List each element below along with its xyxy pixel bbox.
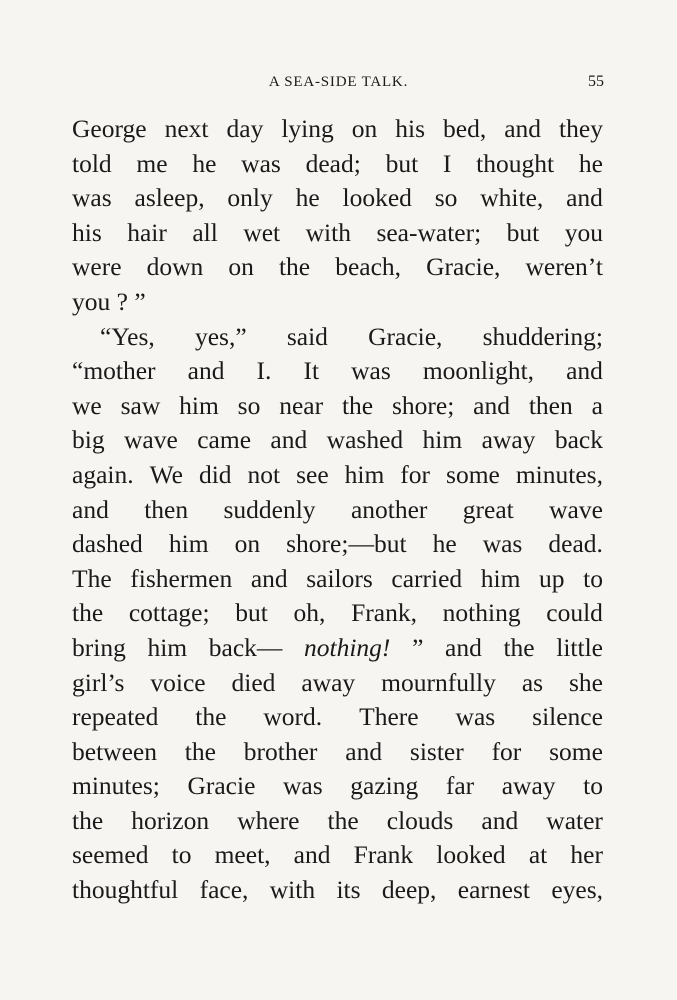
word: and <box>270 425 308 455</box>
word: It <box>303 356 320 386</box>
word: her <box>570 840 603 870</box>
word: did <box>198 459 232 489</box>
word: some <box>446 459 500 489</box>
word: we <box>72 390 102 420</box>
text-line <box>72 320 603 355</box>
word: mournfully <box>381 667 496 697</box>
word: shore;—but <box>286 529 407 559</box>
word: Frank, <box>351 598 417 628</box>
body-text <box>72 112 603 908</box>
word: was <box>351 356 391 386</box>
text-line <box>72 700 603 735</box>
word: moonlight, <box>422 356 535 386</box>
word: then <box>528 390 573 420</box>
word: down <box>146 252 204 282</box>
word: voice <box>150 667 206 697</box>
word: yes,” <box>194 321 247 351</box>
word: wet <box>243 217 281 247</box>
word: “Yes, <box>100 321 155 351</box>
word: face, <box>199 875 249 905</box>
word: word. <box>263 702 323 732</box>
word: dead. <box>548 529 603 559</box>
word: back <box>554 425 603 455</box>
word: were <box>72 252 122 282</box>
word: girl’s <box>72 667 125 697</box>
word: he <box>192 148 217 178</box>
word: near <box>279 390 324 420</box>
word: as <box>521 667 544 697</box>
word: me <box>136 148 168 178</box>
word: the <box>503 632 535 662</box>
word: came <box>197 425 252 455</box>
word: and <box>445 632 482 662</box>
word: him <box>422 425 463 455</box>
word: on <box>228 252 254 282</box>
word: to <box>171 840 192 870</box>
word: was <box>282 771 323 801</box>
text-line <box>72 112 603 147</box>
word: died <box>231 667 276 697</box>
word: hair <box>127 217 167 247</box>
word: and <box>504 114 542 143</box>
word: told <box>72 148 112 178</box>
word: a <box>591 390 603 420</box>
word: up <box>539 563 565 593</box>
word: him <box>147 632 188 662</box>
word: earnest <box>457 875 530 905</box>
word: he <box>295 183 320 213</box>
word: for <box>491 736 522 766</box>
word: meet, <box>214 840 271 870</box>
word: “mother <box>72 356 156 386</box>
word: his <box>395 114 426 143</box>
word: Frank <box>353 840 414 870</box>
text-line <box>72 562 603 597</box>
word: fishermen <box>130 563 233 593</box>
word: see <box>296 459 329 489</box>
word: carried <box>391 563 463 593</box>
word: deep, <box>381 875 437 905</box>
word: and <box>72 494 109 524</box>
word: to <box>583 771 603 801</box>
text-line <box>72 493 603 528</box>
word: him <box>179 390 219 420</box>
word: looked <box>436 840 506 870</box>
word: with <box>269 875 316 905</box>
text-line <box>72 250 603 285</box>
word: back— <box>208 632 283 662</box>
word: so <box>434 183 458 213</box>
word: and <box>566 183 603 213</box>
word: lying <box>281 114 334 143</box>
text-line <box>72 216 603 251</box>
word: to <box>583 563 603 593</box>
word: thought <box>476 148 555 178</box>
word: away <box>301 667 356 697</box>
word: little <box>556 632 603 662</box>
word: could <box>546 598 603 628</box>
word: and <box>250 563 288 593</box>
word: dead; <box>305 148 361 178</box>
word: suddenly <box>223 494 316 524</box>
word: said <box>286 321 328 351</box>
word: great <box>462 494 514 524</box>
word: where <box>237 805 300 835</box>
word: and <box>566 356 603 386</box>
word: its <box>336 875 361 905</box>
word: his <box>72 217 102 247</box>
word: away <box>481 425 536 455</box>
word: and <box>293 840 331 870</box>
word: thoughtful <box>72 875 179 905</box>
word: him <box>168 529 209 559</box>
word: The <box>72 563 112 593</box>
word: the <box>341 390 374 420</box>
word: was <box>482 529 523 559</box>
text-line <box>72 838 603 873</box>
running-header: A SEA-SIDE TALK. <box>268 74 409 90</box>
text-line <box>72 423 603 458</box>
word: the <box>72 598 104 628</box>
word: he <box>432 529 457 559</box>
word: and <box>345 736 383 766</box>
word: only <box>227 183 273 213</box>
word: washed <box>326 425 404 455</box>
word: oh, <box>293 598 326 628</box>
word: water <box>546 805 603 835</box>
word: bed, <box>443 114 487 143</box>
word: she <box>569 667 603 697</box>
word: the <box>184 736 216 766</box>
word: next <box>164 114 209 143</box>
word: asleep, <box>134 183 205 213</box>
text-line <box>72 769 603 804</box>
text-line <box>72 181 603 216</box>
text-line <box>72 389 603 424</box>
word: I <box>442 148 452 178</box>
word: looked <box>342 183 412 213</box>
word: and <box>481 805 519 835</box>
word: you <box>564 217 603 247</box>
text-line <box>72 285 603 320</box>
word: We <box>149 459 183 489</box>
word: gazing <box>350 771 419 801</box>
word: on <box>234 529 261 559</box>
word: sea-water; <box>376 217 482 247</box>
word: Gracie <box>187 771 256 801</box>
word: but <box>506 217 540 247</box>
word: but <box>235 598 268 628</box>
word: so <box>237 390 261 420</box>
word: George <box>72 114 147 143</box>
text-line <box>72 631 603 666</box>
word: big <box>72 425 105 455</box>
word: some <box>549 736 603 766</box>
word: the <box>278 252 311 282</box>
word: sister <box>409 736 464 766</box>
word: Gracie, <box>426 252 501 282</box>
word: him <box>344 459 385 489</box>
word: him <box>480 563 521 593</box>
word: the <box>72 805 104 835</box>
word: you ? ” <box>72 286 146 316</box>
word: white, <box>480 183 544 213</box>
word: minutes, <box>515 459 603 489</box>
word: There <box>359 702 419 732</box>
word: eyes, <box>551 875 603 905</box>
word: wave <box>124 425 178 455</box>
word: far <box>445 771 475 801</box>
word: but <box>385 148 419 178</box>
word: they <box>559 114 603 143</box>
word: the <box>195 702 227 732</box>
word: he <box>578 148 603 178</box>
word: wave <box>549 494 603 524</box>
word: on <box>351 114 378 143</box>
word: was <box>72 183 112 213</box>
word: was <box>455 702 496 732</box>
word: between <box>72 736 157 766</box>
text-line <box>72 147 603 182</box>
text-line <box>72 735 603 770</box>
word: horizon <box>131 805 210 835</box>
text-line <box>72 666 603 701</box>
word: for <box>400 459 431 489</box>
word: bring <box>72 632 126 662</box>
word: clouds <box>386 805 454 835</box>
word: minutes; <box>72 771 160 801</box>
word: I. <box>256 356 272 386</box>
word: the <box>327 805 359 835</box>
word: sailors <box>306 563 373 593</box>
word: with <box>305 217 351 247</box>
word: again. <box>72 459 134 489</box>
word: and <box>473 390 510 420</box>
word: cottage; <box>128 598 210 628</box>
text-line <box>72 596 603 631</box>
word: all <box>192 217 218 247</box>
word: Gracie, <box>368 321 443 351</box>
word: nothing <box>442 598 521 628</box>
text-line <box>72 354 603 389</box>
word: shuddering; <box>482 321 603 351</box>
word: not <box>247 459 281 489</box>
word: at <box>528 840 548 870</box>
text-line <box>72 804 603 839</box>
word: nothing! <box>304 632 391 662</box>
word: saw <box>120 390 161 420</box>
word: day <box>226 114 264 143</box>
word: another <box>350 494 428 524</box>
word: weren’t <box>525 252 603 282</box>
word: dashed <box>72 529 143 559</box>
word: then <box>144 494 189 524</box>
word: silence <box>532 702 603 732</box>
text-line <box>72 527 603 562</box>
word: brother <box>243 736 318 766</box>
word: was <box>241 148 281 178</box>
word: and <box>187 356 225 386</box>
word: shore; <box>391 390 455 420</box>
word: away <box>501 771 556 801</box>
word: beach, <box>335 252 402 282</box>
word: ” <box>412 632 424 662</box>
text-line <box>72 873 603 908</box>
word: repeated <box>72 702 159 732</box>
page-number: 55 <box>588 73 604 90</box>
word: seemed <box>72 840 149 870</box>
text-line <box>72 458 603 493</box>
